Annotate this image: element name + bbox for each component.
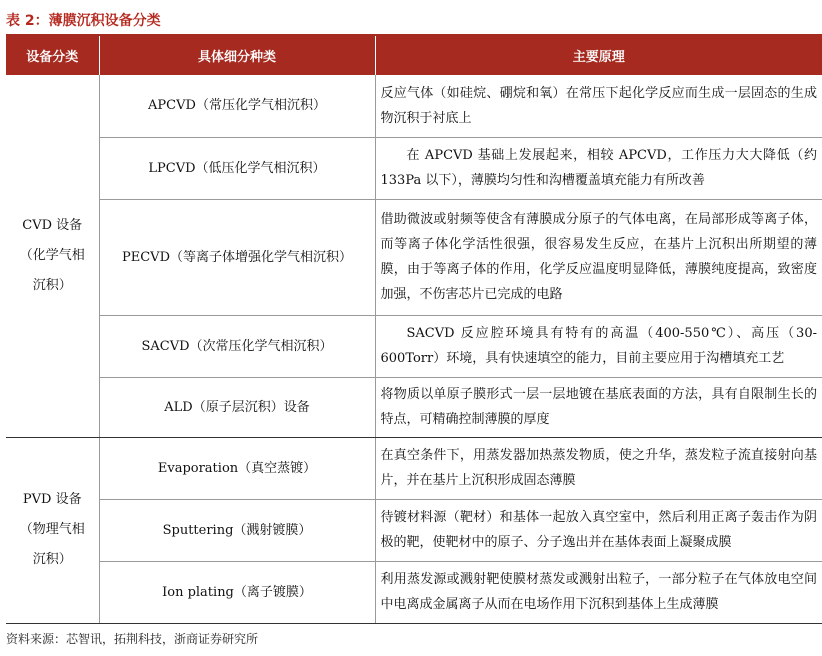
table-row [6,377,822,437]
principle-cell: 将物质以单原子膜形式一层一层地镀在基底表面的方法，具有自限制生长的特点，可精确控制薄膜的厚度 [375,377,822,437]
principle-cell: 借助微波或射频等使含有薄膜成分原子的气体电离，在局部形成等离子体，而等离子体化学活性很强，很容易发生反应，在基片上沉积出所期望的薄膜，由于等离子体的作用，化学反应温度明显降低，薄膜纯度提高，致密度加强，不伤害芯片已完成的电路 [375,199,822,315]
type-cell: ALD（原子层沉积）设备 [99,377,375,437]
table-row [6,315,822,377]
type-cell: PECVD（等离子体增强化学气相沉积） [99,199,375,315]
principle-cell: 利用蒸发源或溅射靶使膜材蒸发或溅射出粒子，一部分粒子在气体放电空间中电离成金属离子从而在电场作用下沉积到基体上生成薄膜 [375,561,822,623]
category-cvd: CVD 设备 （化学气相 沉积） [6,75,99,437]
table-row [6,437,822,499]
header-category: 设备分类 [6,36,99,75]
type-cell: APCVD（常压化学气相沉积） [99,75,375,137]
table-row [6,75,822,137]
table-row [6,199,822,315]
type-cell: SACVD（次常压化学气相沉积） [99,315,375,377]
header-type: 具体细分种类 [99,36,375,75]
principle-cell: 在真空条件下，用蒸发器加热蒸发物质，使之升华，蒸发粒子流直接射向基片，并在基片上沉积形成固态薄膜 [375,437,822,499]
table-title: 表 2：薄膜沉积设备分类 [6,13,161,29]
principle-cell: 反应气体（如硅烷、硼烷和氧）在常压下起化学反应而生成一层固态的生成物沉积于衬底上 [375,75,822,137]
type-cell: Sputtering（溅射镀膜） [99,499,375,561]
principle-cell: 在 APCVD 基础上发展起来，相较 APCVD，工作压力大大降低（约 133Pa 以下），薄膜均匀性和沟槽覆盖填充能力有所改善 [375,137,822,199]
type-cell: Ion plating（离子镀膜） [99,561,375,623]
principle-cell: 待镀材料源（靶材）和基体一起放入真空室中，然后利用正离子轰击作为阴极的靶，使靶材中的原子、分子逸出并在基体表面上凝聚成膜 [375,499,822,561]
category-pvd: PVD 设备 （物理气相 沉积） [6,437,99,623]
table-row [6,499,822,561]
principle-cell: SACVD 反应腔环境具有特有的高温（400-550℃）、高压（30-600Torr）环境，具有快速填空的能力，目前主要应用于沟槽填充工艺 [375,315,822,377]
header-row [6,36,822,75]
table-row [6,561,822,623]
equipment-table [6,36,822,624]
table-row [6,137,822,199]
header-principle: 主要原理 [375,36,822,75]
type-cell: LPCVD（低压化学气相沉积） [99,137,375,199]
type-cell: Evaporation（真空蒸镀） [99,437,375,499]
source-note: 资料来源：芯智讯，拓荆科技，浙商证券研究所 [6,632,259,646]
